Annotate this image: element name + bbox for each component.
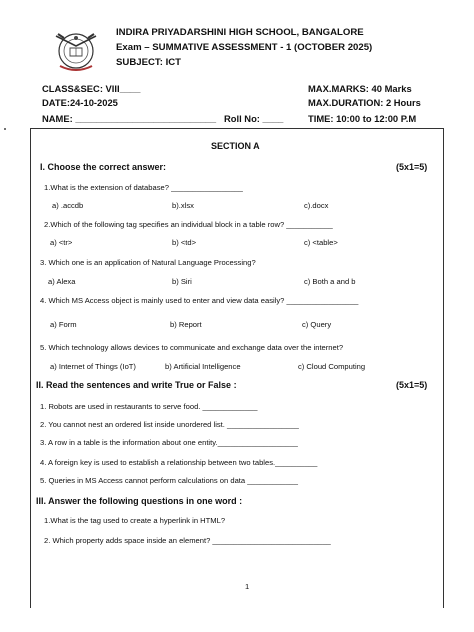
page-number: 1 (245, 582, 250, 591)
mcq-3-option-c: c) Both a and b (304, 277, 356, 286)
true-false-item-4: 4. A foreign key is used to establish a relationship between two tables.__________ (40, 458, 318, 467)
part-1-heading: I. Choose the correct answer: (40, 162, 167, 172)
mcq-1-option-b: b).xlsx (172, 201, 194, 210)
class-section-field: CLASS&SEC: VIII____ (42, 83, 141, 94)
max-marks-label: MAX.MARKS: 40 Marks (308, 83, 412, 94)
name-field: NAME: ___________________________ (42, 113, 217, 124)
date-label: DATE:24-10-2025 (42, 97, 118, 108)
mcq-question-5: 5. Which technology allows devices to communicate and exchange data over the internet? (40, 343, 344, 352)
mcq-question-4: 4. Which MS Access object is mainly used to enter and view data easily? _________________ (40, 296, 359, 305)
exam-title: Exam – SUMMATIVE ASSESSMENT - 1 (OCTOBER 2025) (116, 42, 373, 53)
mcq-question-2: 2.Which of the following tag specifies an individual block in a table row? ___________ (44, 220, 333, 229)
part-2-marks: (5x1=5) (396, 380, 428, 390)
margin-mark (4, 128, 6, 130)
mcq-3-option-b: b) Siri (172, 277, 192, 286)
mcq-2-option-c: c) <table> (304, 238, 338, 247)
true-false-item-2: 2. You cannot nest an ordered list inside unordered list. _________________ (40, 420, 299, 429)
part-2-heading: II. Read the sentences and write True or False : (36, 380, 237, 390)
mcq-5-option-a: a) Internet of Things (IoT) (50, 362, 136, 371)
mcq-1-option-c: c).docx (304, 201, 329, 210)
mcq-4-option-a: a) Form (50, 320, 77, 329)
mcq-2-option-a: a) <tr> (50, 238, 73, 247)
one-word-question-2: 2. Which property adds space inside an element? ____________________________ (44, 536, 331, 545)
mcq-2-option-b: b) <td> (172, 238, 197, 247)
time-label: TIME: 10:00 to 12:00 P.M (308, 113, 417, 124)
mcq-5-option-c: c) Cloud Computing (298, 362, 366, 371)
one-word-question-1: 1.What is the tag used to create a hyperlink in HTML? (44, 516, 226, 525)
page-border-right (443, 128, 444, 608)
mcq-3-option-a: a) Alexa (48, 277, 76, 286)
roll-number-field: Roll No: ____ (224, 113, 284, 124)
header-divider (30, 128, 444, 129)
part-1-marks: (5x1=5) (396, 162, 428, 172)
mcq-question-3: 3. Which one is an application of Natural Language Processing? (40, 258, 256, 267)
mcq-question-1: 1.What is the extension of database? _________________ (44, 183, 243, 192)
max-duration-label: MAX.DURATION: 2 Hours (308, 97, 421, 108)
mcq-4-option-c: c) Query (302, 320, 332, 329)
mcq-5-option-b: b) Artificial Intelligence (165, 362, 241, 371)
mcq-4-option-b: b) Report (170, 320, 202, 329)
section-a-title: SECTION A (211, 141, 260, 151)
page-border-left (30, 128, 31, 608)
true-false-item-5: 5. Queries in MS Access cannot perform calculations on data ____________ (40, 476, 298, 485)
mcq-1-option-a: a) .accdb (52, 201, 84, 210)
school-name: INDIRA PRIYADARSHINI HIGH SCHOOL, BANGALORE (116, 27, 364, 38)
part-3-heading: III. Answer the following questions in one word : (36, 496, 243, 506)
true-false-item-1: 1. Robots are used in restaurants to serve food. _____________ (40, 402, 258, 411)
school-crest-logo (50, 24, 102, 76)
true-false-item-3: 3. A row in a table is the information about one entity.___________________ (40, 438, 298, 447)
subject-label: SUBJECT: ICT (116, 57, 182, 68)
